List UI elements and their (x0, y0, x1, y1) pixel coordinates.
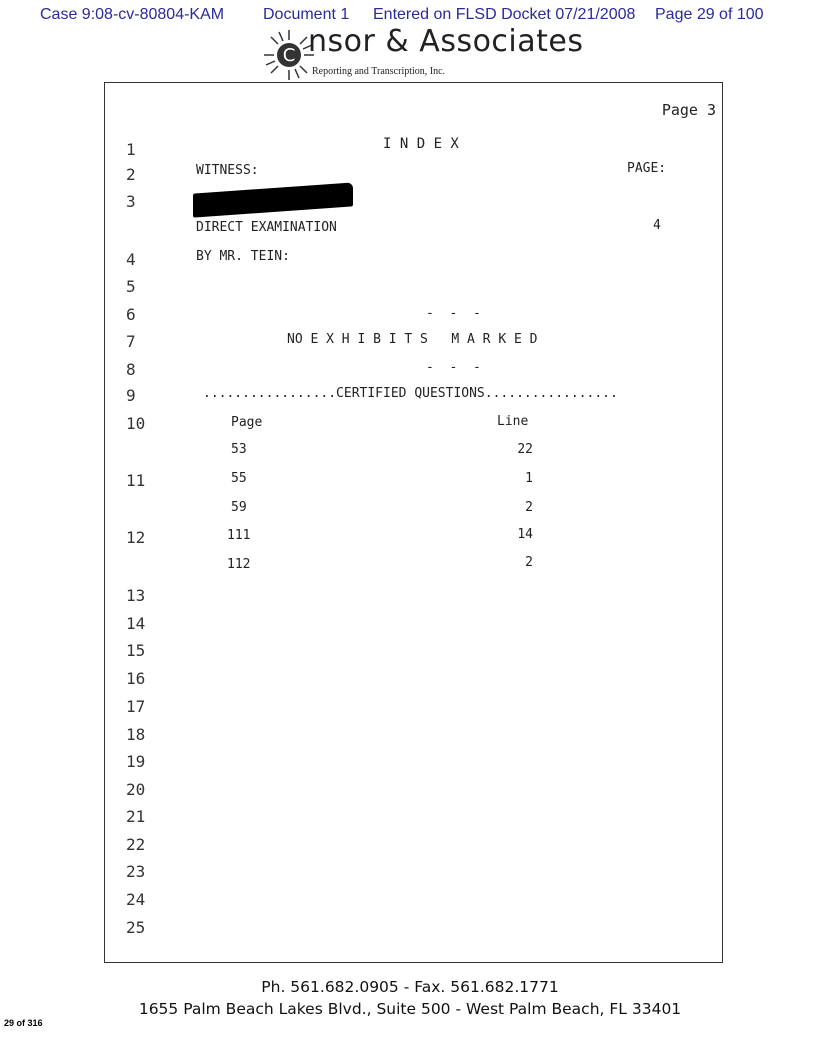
certified-questions-heading: .................CERTIFIED QUESTIONS................. (203, 386, 618, 401)
line-number: 1 (126, 140, 136, 159)
page-column-label: PAGE: (627, 161, 667, 176)
column-line-label: Line (497, 414, 529, 429)
question-line: 14 (517, 527, 533, 542)
docket-entry: Entered on FLSD Docket 07/21/2008 (373, 6, 636, 23)
line-number: 23 (126, 862, 146, 881)
company-logo (262, 24, 584, 82)
examining-attorney: BY MR. TEIN: (196, 249, 290, 264)
direct-examination: DIRECT EXAMINATION (196, 220, 337, 235)
footer-phone: Ph. 561.682.0905 - Fax. 561.682.1771 (261, 978, 559, 996)
logo-name: nsor & Associates (308, 24, 584, 59)
line-number: 2 (126, 165, 136, 184)
line-number: 5 (126, 277, 136, 296)
direct-examination-page: 4 (653, 218, 661, 233)
line-number: 12 (126, 528, 146, 547)
document-number: Document 1 (263, 6, 350, 23)
line-number: 24 (126, 890, 146, 909)
question-page: 111 (227, 528, 251, 543)
question-page: 53 (231, 442, 247, 457)
logo-tagline: Reporting and Transcription, Inc. (312, 66, 446, 77)
svg-text:C: C (282, 45, 296, 66)
footer-address: 1655 Palm Beach Lakes Blvd., Suite 500 - West Palm Beach, FL 33401 (138, 1000, 682, 1018)
line-number: 13 (126, 586, 146, 605)
no-exhibits-marked: NO E X H I B I T S M A R K E D (287, 332, 538, 347)
line-number: 20 (126, 780, 146, 799)
line-number: 9 (126, 386, 136, 405)
pdf-page-count: 29 of 316 (4, 1018, 43, 1028)
transcript-page-label: Page 3 (661, 101, 716, 119)
separator-dashes: - - - (426, 360, 481, 375)
question-line: 22 (517, 442, 533, 457)
line-number: 10 (126, 414, 146, 433)
line-number: 18 (126, 725, 146, 744)
question-page: 112 (227, 557, 251, 572)
index-title: I N D E X (383, 136, 459, 152)
line-number: 21 (126, 807, 146, 826)
question-line: 2 (525, 500, 533, 515)
separator-dashes: - - - (426, 306, 481, 321)
line-number: 17 (126, 697, 146, 716)
question-line: 1 (525, 471, 533, 486)
line-number: 3 (126, 192, 136, 211)
line-number: 11 (126, 471, 146, 490)
line-number: 8 (126, 360, 136, 379)
witness-label: WITNESS: (196, 163, 259, 178)
line-number: 25 (126, 918, 146, 937)
line-number: 19 (126, 752, 146, 771)
line-number: 22 (126, 835, 146, 854)
column-page-label: Page (231, 415, 263, 430)
question-page: 59 (231, 500, 247, 515)
line-number: 16 (126, 669, 146, 688)
line-number: 6 (126, 305, 136, 324)
question-page: 55 (231, 471, 247, 486)
line-number: 14 (126, 614, 146, 633)
line-number: 4 (126, 250, 136, 269)
line-number: 15 (126, 641, 146, 660)
case-number: Case 9:08-cv-80804-KAM (40, 6, 225, 23)
question-line: 2 (525, 555, 533, 570)
line-number: 7 (126, 332, 136, 351)
docket-page: Page 29 of 100 (655, 6, 764, 23)
